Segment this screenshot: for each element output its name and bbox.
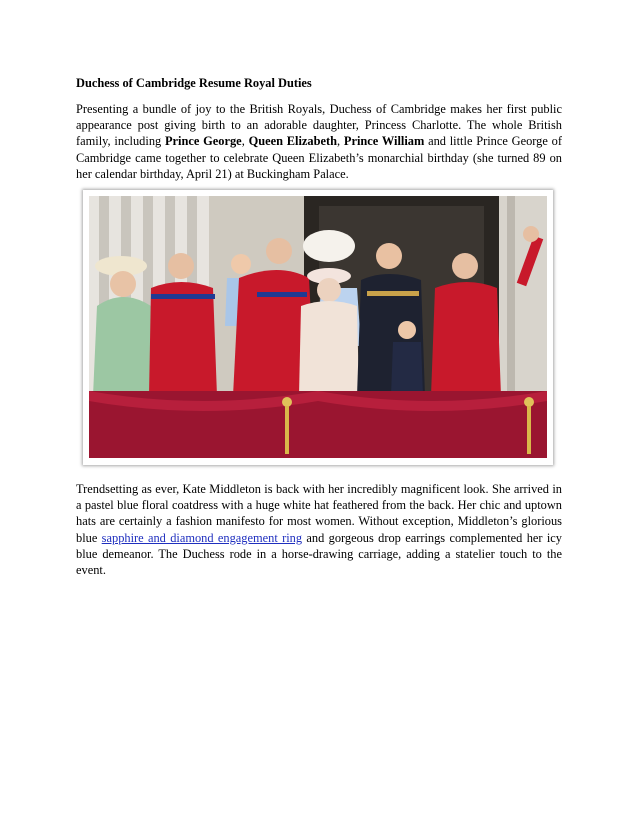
text-span: and little Prince George of Cambridge came together to celebrate Queen Elizabeth’s monarchial birthday (she turned 89 on her calendar birthday, April 21) at Buckingham Palace. <box>76 134 562 181</box>
text-span: Presenting a bundle of joy to the British Royals, Duchess of Cambridge makes her first public appearance post giving birth to an adorable daughter, Princess Charlotte. The whole British family, including <box>76 102 562 149</box>
text-span: , <box>241 134 249 149</box>
engagement-ring-link[interactable]: sapphire and diamond engagement ring <box>101 530 303 545</box>
balcony-scene-illustration <box>89 196 547 458</box>
fashion-paragraph <box>76 481 562 578</box>
text-span: Trendsetting as ever, Kate Middleton is back with her incredibly magnificent look. She arrived in a pastel blue floral coatdress with a huge white hat feathered from the back. Her chic and uptown hats are certainly a fashion manifesto for most women. Without exception, Middleton’s glorious blue <box>76 482 562 545</box>
intro-paragraph <box>76 101 562 182</box>
text-span: and gorgeous drop earrings complemented her icy blue demeanor. The Duchess rode in a horse-drawing carriage, adding a statelier touch to the event. <box>76 530 563 578</box>
bold-name-queen-elizabeth: Queen Elizabeth <box>248 134 338 149</box>
bold-name-prince-george: Prince George <box>164 134 242 149</box>
article-title: Duchess of Cambridge Resume Royal Duties <box>76 76 312 90</box>
royal-family-balcony-photo <box>89 196 547 458</box>
text-span: , <box>337 134 344 149</box>
photo-frame <box>83 190 553 465</box>
bold-name-prince-william: Prince William <box>343 134 425 149</box>
